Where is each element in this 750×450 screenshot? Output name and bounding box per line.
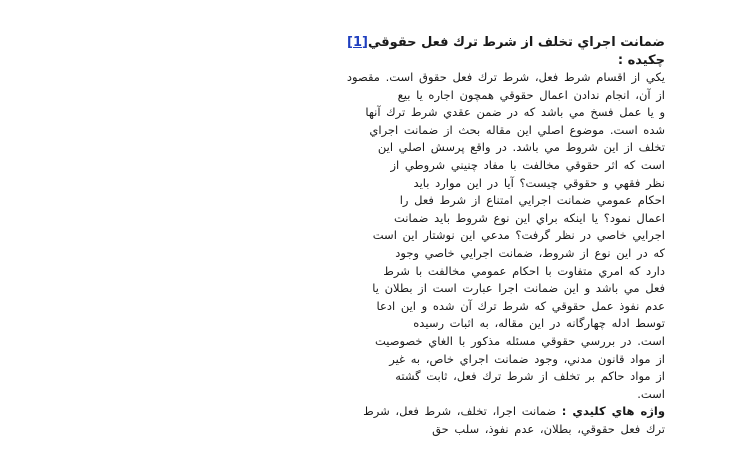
abstract-line: است. در بررسي حقوقي مسئله مذكور با الغاي خصوصيت [374,333,665,348]
keywords-line [100,403,665,421]
abstract-line: توسط ادله چهارگانه در اين مقاله، به اثبات رسيده [413,316,665,331]
article-title-text: ضمانت اجراي تخلف از شرط ترك فعل حقوقي [368,35,665,50]
keywords-text: ضمانت اجرا، تخلف، شرط فعل، شرط [363,404,557,419]
article-body [100,34,665,438]
abstract-line: است كه اثر حقوقي مخالفت با مفاد چنيني شروطي از [390,157,665,172]
abstract-line: و يا عمل فسخ مي باشد كه در ضمن عقدي شرط ترك آنها [365,105,665,120]
abstract-paragraph [100,69,665,403]
abstract-line: اعمال نمود؟ يا اينكه براي اين نوع شروط بايد ضمانت [394,210,665,225]
abstract-line: نظر فقهي و حقوقي چيست؟ آيا در اين موارد بايد [413,175,665,190]
keywords-section [100,403,665,438]
abstract-line: از آن، انجام ندادن اعمال حقوقي همچون اجاره يا بيع [397,87,665,102]
abstract-line: كه در اين نوع از شروط، ضمانت اجرايي خاصي وجود [395,245,665,260]
article-title [100,34,665,51]
abstract-line: است. [637,386,665,401]
abstract-line: اجرايي خاصي در نظر گرفت؟ مدعي اين نوشتار اين است [372,228,665,243]
abstract-line: از مواد حاكم بر تخلف از شرط ترك فعل، ثابت گشته [395,369,665,384]
keywords-label: واژه هاي كليدي : [561,404,665,419]
abstract-heading: چكيده : [617,53,665,68]
abstract-line: دارد كه امري متفاوت با احكام عمومي مخالفت با شرط [383,263,665,278]
abstract-line: فعل مي باشد و اين ضمانت اجرا عبارت است از بطلان يا [372,281,665,296]
abstract-line: شده است. موضوع اصلي اين مقاله بحث از ضمانت اجراي [369,122,665,137]
abstract-line: يكي از اقسام شرط فعل، شرط ترك فعل حقوق است. مقصود [346,70,665,84]
keywords-line: ترك فعل حقوقي، بطلان، عدم نفوذ، سلب حق [432,421,665,436]
abstract-line: تخلف از اين شروط مي باشد. در واقع پرسش اصلي اين [377,140,665,155]
footnote-reference-link[interactable]: [1] [347,35,368,50]
abstract-line: عدم نفوذ عمل حقوقي كه شرط ترك آن شده و اين ادعا [376,298,665,313]
abstract-line: احكام عمومي ضمانت اجرايي امتناع از شرط فعل را [399,193,665,208]
abstract-line: از مواد قانون مدني، وجود ضمانت اجراي خاص، به غير [389,351,665,366]
